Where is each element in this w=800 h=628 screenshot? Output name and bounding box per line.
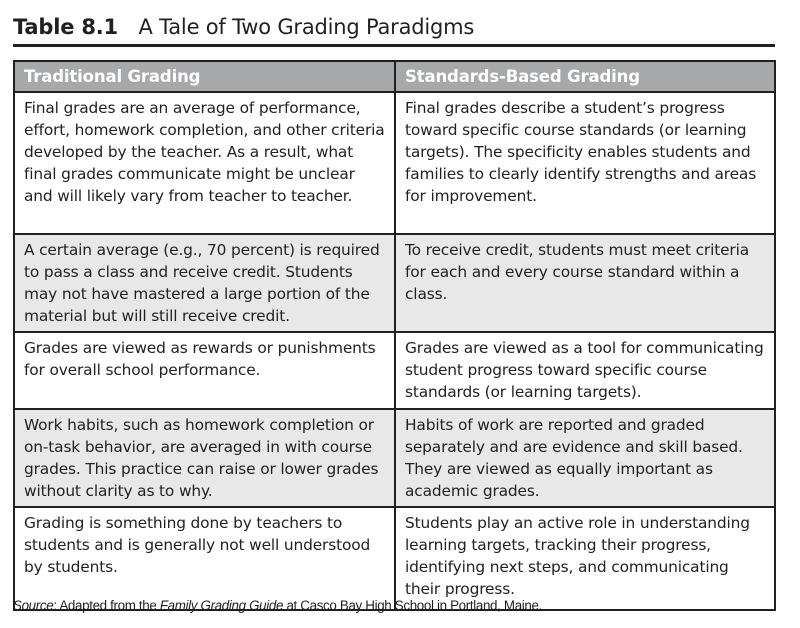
standards-cell: Habits of work are reported and graded separately and are evidence and skill based. They are viewed as equally important as academic grades. <box>395 409 775 507</box>
traditional-cell: Grades are viewed as rewards or punishments for overall school performance. <box>14 332 395 409</box>
table-row <box>14 332 775 409</box>
title-rule <box>13 44 775 47</box>
standards-cell: To receive credit, students must meet criteria for each and every course standard within a class. <box>395 234 775 332</box>
source-label: Source <box>13 598 54 613</box>
standards-cell: Final grades describe a student’s progress toward specific course standards (or learning targets). The specificity enables students and families to clearly identify strengths and areas for improvement. <box>395 92 775 234</box>
table-row <box>14 409 775 507</box>
header-traditional-grading: Traditional Grading <box>14 61 395 92</box>
source-prefix: : Adapted from the <box>53 598 160 613</box>
traditional-cell: Work habits, such as homework completion or on-task behavior, are averaged in with course grades. This practice can raise or lower grades without clarity as to why. <box>14 409 395 507</box>
standards-cell: Grades are viewed as a tool for communicating student progress toward specific course standards (or learning targets). <box>395 332 775 409</box>
table-row <box>14 507 775 610</box>
source-note <box>13 596 542 616</box>
source-work-title: Family Grading Guide <box>159 598 284 613</box>
table-row <box>14 234 775 332</box>
source-suffix: at Casco Bay High School in Portland, Maine. <box>283 598 542 613</box>
traditional-cell: Final grades are an average of performance, effort, homework completion, and other criteria developed by the teacher. As a result, what final grades communicate might be unclear and will likely vary from teacher to teacher. <box>14 92 395 234</box>
header-standards-based-grading: Standards-Based Grading <box>395 61 775 92</box>
table-row <box>14 92 775 234</box>
table-caption: A Tale of Two Grading Paradigms <box>138 15 475 39</box>
traditional-cell: A certain average (e.g., 70 percent) is required to pass a class and receive credit. Students may not have mastered a large portion of the material but will still receive credit. <box>14 234 395 332</box>
table-title <box>13 13 474 41</box>
traditional-cell: Grading is something done by teachers to students and is generally not well understood by students. <box>14 507 395 610</box>
table-number: Table 8.1 <box>13 15 118 39</box>
header-row <box>14 61 775 92</box>
standards-cell: Students play an active role in understanding learning targets, tracking their progress, identifying next steps, and communicating their progress. <box>395 507 775 610</box>
grading-comparison-table <box>13 60 776 611</box>
